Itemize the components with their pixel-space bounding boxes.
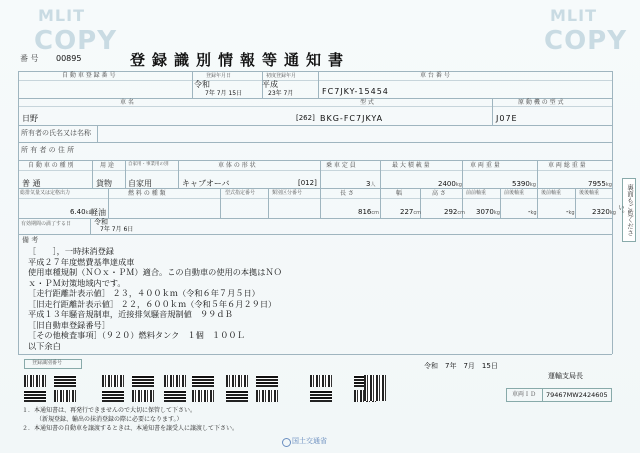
watermark-copy-right: COPY	[544, 26, 628, 56]
maker-label: 車 名	[120, 99, 134, 106]
reg-era: 令和	[194, 80, 210, 89]
reg-date: 7年 7月 15日	[205, 90, 243, 97]
first-reg-era: 平成	[262, 80, 278, 89]
width: 227cm	[400, 208, 421, 216]
length: 816cm	[358, 208, 379, 216]
use-value: 貨物	[96, 179, 112, 188]
purpose-label: 自家用・事業用の別	[128, 162, 169, 167]
body-code: [012]	[298, 179, 317, 187]
height: 292cm	[444, 208, 465, 216]
owner-address-label: 所 有 者 の 住 所	[21, 146, 75, 154]
remarks-label: 備 考	[22, 236, 39, 244]
height-label: 高 さ	[432, 190, 446, 197]
validity-label: 有効期間の満了する日	[21, 221, 72, 227]
gross-weight-label: 車 両 総 重 量	[548, 162, 586, 169]
class-number-label: 類別区分番号	[272, 190, 303, 196]
vehicle-kind-label: 自 動 車 の 種 別	[28, 162, 74, 169]
capacity-label: 乗 車 定 員	[326, 162, 356, 169]
remark-line: ［走行距離計表示値］ ２３，４００ｋｍ（令和６年７月５日）	[28, 288, 260, 298]
rear-front-axle: -kg	[566, 208, 575, 216]
office-title: 運輸支局長	[548, 372, 583, 380]
displacement: 6.40kL	[70, 208, 92, 216]
model-code: [262]	[296, 114, 315, 122]
rear-front-axle-label: 後前軸重	[541, 190, 562, 196]
use-label: 用 途	[100, 162, 114, 169]
watermark-copy-left: COPY	[34, 26, 118, 56]
vehicle-id: 79467MW2424605	[546, 391, 608, 399]
issue-date: 令和 7年 7月 15日	[424, 362, 498, 370]
remark-line: ［旧自動車登録番号］	[28, 319, 110, 330]
note-line: ２．本通知書の自動車を譲渡するときは、本通知書を譲受人に譲渡して下さい。	[22, 425, 239, 432]
vehicle-id-label: 車両ＩＤ	[512, 391, 537, 398]
barcode-label: 登録識別番号	[32, 360, 63, 366]
validity-date: 7年 7月 6日	[100, 226, 134, 233]
fuel-type: 軽油	[90, 208, 106, 217]
chassis-number: FC7JKY-15454	[322, 87, 389, 96]
document-title: 登録識別情報等通知書	[130, 51, 351, 69]
document-number: 00895	[56, 54, 82, 63]
ministry-name: 国土交通省	[292, 437, 327, 445]
purpose-value: 自家用	[128, 179, 152, 188]
reg-date-label: 登録年月日	[206, 73, 232, 79]
body-shape: キャブオーバ	[182, 179, 230, 188]
note-line: １．本通知書は、再発行できませんので大切に保管して下さい。	[22, 407, 197, 414]
max-load-label: 最 大 積 載 量	[392, 162, 430, 169]
remark-line: 以下余白	[28, 340, 61, 351]
note-line: （新規登録、輸出の抹消登録の際に必要になります。）	[36, 416, 183, 423]
front-front-axle-label: 前前軸重	[466, 190, 487, 196]
front-front-axle: 3070kg	[476, 208, 500, 216]
rear-rear-axle: 2320kg	[592, 208, 616, 216]
engine-model: J07E	[496, 114, 518, 123]
first-reg-date: 23年 7月	[268, 90, 294, 97]
reg-number-label: 自 動 車 登 録 番 号	[62, 72, 116, 79]
model: BKG-FC7JKYA	[320, 114, 384, 123]
weight-label: 車 両 重 量	[470, 162, 500, 169]
remark-line: ｘ・ＰＭ対策地域内です。	[28, 277, 126, 288]
chassis-label: 車 台 番 号	[420, 72, 450, 79]
remark-line: 平成２７年度燃費基準達成車	[28, 256, 135, 267]
rear-rear-axle-label: 後後軸重	[579, 190, 600, 196]
validity-era: 令和	[94, 218, 108, 226]
remark-line: ［旧走行距離計表示値］ ２２，６００ｋｍ（令和５年６月２９日）	[28, 298, 277, 309]
vehicle-kind: 普 通	[22, 179, 41, 188]
watermark-mlit-left: MLIT	[38, 6, 85, 25]
gross-weight: 7955kg	[588, 180, 612, 188]
watermark-mlit-right: MLIT	[550, 6, 597, 25]
fuel-label: 燃 料 の 種 類	[128, 190, 166, 197]
vehicle-weight: 5390kg	[512, 180, 536, 188]
ministry-logo-icon	[282, 438, 291, 447]
number-label: 番 号	[20, 54, 39, 63]
type-number-label: 型式指定番号	[225, 190, 256, 196]
barcode-strip	[24, 372, 394, 404]
body-label: 車 体 の 形 状	[218, 162, 256, 169]
front-rear-axle-label: 前後軸重	[504, 190, 525, 196]
model-label: 型 式	[360, 99, 374, 106]
owner-name-label: 所有者の氏名又は名称	[21, 129, 91, 137]
first-reg-label: 初度登録年月	[266, 73, 297, 79]
length-label: 長 さ	[340, 190, 354, 197]
remark-line: ［ ］，一時抹消登録	[28, 246, 114, 256]
engine-label: 原 動 機 の 型 式	[518, 99, 564, 106]
remark-line: 使用車種規制（ＮＯｘ・ＰＭ）適合。この自動車の使用の本拠はＮＯ	[28, 267, 282, 277]
front-rear-axle: -kg	[528, 208, 537, 216]
capacity: 3人	[366, 180, 376, 188]
width-label: 幅	[396, 190, 403, 197]
maker: 日野	[22, 114, 38, 123]
remark-line: ［その他検査事項］（９２０）燃料タンク １個 １００Ｌ	[28, 330, 245, 340]
displacement-label: 総排気量又は定格出力	[20, 190, 71, 196]
remark-line: 平成１３年騒音規制車，近接排気騒音規制値 ９９ｄＢ	[28, 309, 233, 319]
remarks-block	[28, 246, 282, 351]
max-load: 2400kg	[438, 180, 462, 188]
side-note: 裏面もご覧ください。	[622, 178, 636, 242]
